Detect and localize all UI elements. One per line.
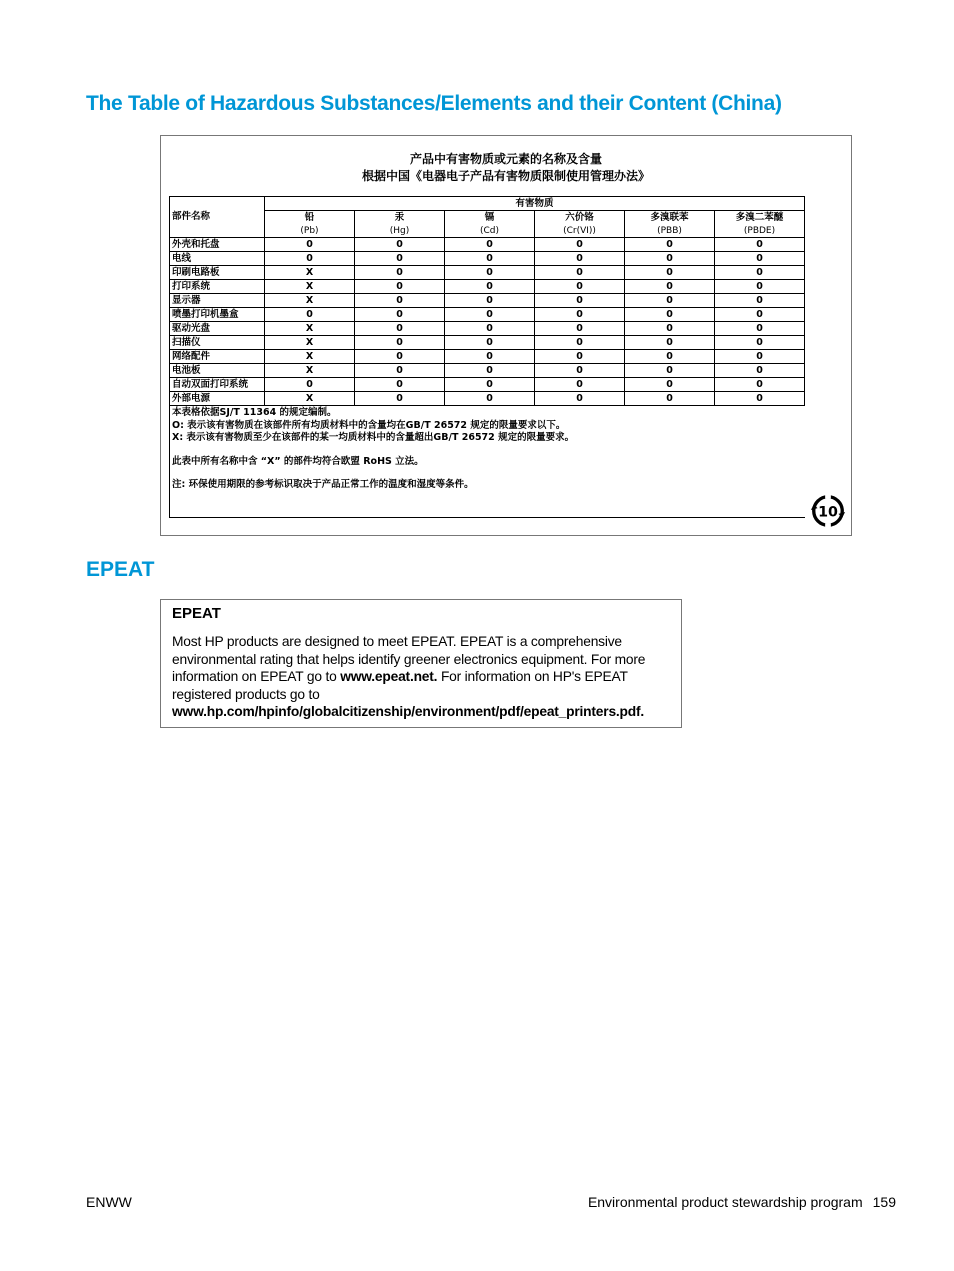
substance-value-cell: 0 — [355, 294, 445, 308]
table-notes — [170, 406, 805, 518]
logo-number: 10 — [818, 504, 838, 521]
substance-value-cell: 0 — [715, 280, 805, 294]
substance-value-cell: 0 — [445, 378, 535, 392]
note-x-definition: X: 表示该有害物质至少在该部件的某一均质材料中的含量超出GB/T 26572 规定的限量要求。 — [172, 432, 575, 443]
epeat-text-2: For information on HP's EPEAT registered products go to — [172, 669, 628, 702]
substance-value-cell: 0 — [535, 280, 625, 294]
substance-name-row — [170, 211, 805, 225]
substance-value-cell: X — [265, 322, 355, 336]
substance-value-cell: 0 — [355, 322, 445, 336]
substance-value-cell: 0 — [625, 350, 715, 364]
table-row — [170, 280, 805, 294]
substance-value-cell: 0 — [535, 336, 625, 350]
substance-name: 铅 — [265, 211, 355, 225]
substance-symbol: (PBB) — [625, 224, 715, 238]
part-name-cell: 电池板 — [170, 364, 265, 378]
part-name-cell: 外部电源 — [170, 392, 265, 406]
substance-value-cell: 0 — [535, 308, 625, 322]
table-row — [170, 266, 805, 280]
substance-value-cell: 0 — [265, 252, 355, 266]
substance-name: 汞 — [355, 211, 445, 225]
epeat-box-title: EPEAT — [172, 605, 221, 622]
epeat-box-text — [172, 633, 670, 720]
table-row — [170, 308, 805, 322]
part-name-cell: 驱动光盘 — [170, 322, 265, 336]
part-name-cell: 外壳和托盘 — [170, 238, 265, 252]
table-row — [170, 364, 805, 378]
substance-value-cell: 0 — [355, 266, 445, 280]
substance-value-cell: 0 — [445, 252, 535, 266]
substance-value-cell: 0 — [355, 336, 445, 350]
part-name-cell: 电线 — [170, 252, 265, 266]
substance-value-cell: 0 — [715, 266, 805, 280]
substance-value-cell: X — [265, 392, 355, 406]
substance-name: 六价铬 — [535, 211, 625, 225]
substance-value-cell: 0 — [625, 308, 715, 322]
substance-value-cell: 0 — [715, 308, 805, 322]
substance-value-cell: 0 — [445, 392, 535, 406]
substance-symbol: (Cr(VI)) — [535, 224, 625, 238]
table-row — [170, 336, 805, 350]
substance-value-cell: 0 — [265, 238, 355, 252]
substance-value-cell: 0 — [715, 322, 805, 336]
note-o-definition: O: 表示该有害物质在该部件所有均质材料中的含量均在GB/T 26572 规定的限量要求以下。 — [172, 419, 566, 431]
substance-symbol: (Cd) — [445, 224, 535, 238]
page-number: 159 — [872, 1194, 896, 1210]
substance-value-cell: X — [265, 350, 355, 364]
substance-symbol: (Pb) — [265, 224, 355, 238]
table-row — [170, 252, 805, 266]
part-name-cell: 喷墨打印机墨盒 — [170, 308, 265, 322]
substance-value-cell: 0 — [625, 336, 715, 350]
table-row — [170, 350, 805, 364]
substance-name: 多溴二苯醚 — [715, 211, 805, 225]
substance-value-cell: 0 — [355, 238, 445, 252]
substance-value-cell: X — [265, 364, 355, 378]
section-title-hazardous: The Table of Hazardous Substances/Elements and their Content (China) — [86, 92, 782, 115]
notes-row — [170, 406, 805, 518]
epeat-info-box — [160, 599, 682, 728]
figure-title-line2: 根据中国《电器电子产品有害物质限制使用管理办法》 — [361, 169, 650, 183]
part-name-header: 部件名称 — [170, 197, 265, 238]
substance-value-cell: 0 — [445, 350, 535, 364]
substance-value-cell: 0 — [625, 266, 715, 280]
substance-value-cell: 0 — [715, 336, 805, 350]
footer-chapter-title: Environmental product stewardship program — [587, 1194, 863, 1210]
substance-value-cell: 0 — [445, 238, 535, 252]
table-header-row — [170, 197, 805, 211]
substance-value-cell: 0 — [445, 280, 535, 294]
substance-value-cell: 0 — [265, 378, 355, 392]
substance-value-cell: 0 — [445, 294, 535, 308]
section-title-epeat: EPEAT — [86, 558, 155, 581]
substance-symbol-row — [170, 224, 805, 238]
substance-value-cell: 0 — [535, 294, 625, 308]
substance-value-cell: 0 — [715, 294, 805, 308]
substance-value-cell: 0 — [445, 364, 535, 378]
figure-title-line1: 产品中有害物质或元素的名称及含量 — [409, 152, 602, 166]
china-rohs-figure — [160, 135, 852, 536]
substance-value-cell: 0 — [535, 378, 625, 392]
substance-value-cell: 0 — [535, 266, 625, 280]
substance-value-cell: 0 — [715, 252, 805, 266]
epeat-text-1: Most HP products are designed to meet EPEAT. EPEAT is a comprehensive environmental rating that helps identify greener electronics equipment. For more information on EPEAT go to — [172, 634, 646, 685]
table-row — [170, 294, 805, 308]
part-name-cell: 印刷电路板 — [170, 266, 265, 280]
substance-value-cell: 0 — [715, 364, 805, 378]
table-row — [170, 378, 805, 392]
substance-value-cell: 0 — [535, 252, 625, 266]
substance-value-cell: X — [265, 336, 355, 350]
substance-value-cell: X — [265, 294, 355, 308]
substance-value-cell: 0 — [265, 308, 355, 322]
substance-value-cell: 0 — [355, 378, 445, 392]
substance-symbol: (PBDE) — [715, 224, 805, 238]
note-standard: 本表格依据SJ/T 11364 的规定编制。 — [172, 407, 337, 418]
table-row — [170, 392, 805, 406]
substance-value-cell: 0 — [625, 322, 715, 336]
substance-name: 多溴联苯 — [625, 211, 715, 225]
environment-protection-period-logo-icon — [809, 492, 847, 530]
substance-value-cell: 0 — [715, 238, 805, 252]
substance-value-cell: 0 — [625, 238, 715, 252]
substance-value-cell: X — [265, 280, 355, 294]
hp-epeat-link[interactable]: www.hp.com/hpinfo/globalcitizenship/environment/pdf/epeat_printers.pdf. — [172, 704, 645, 720]
substance-value-cell: 0 — [625, 364, 715, 378]
footer-left-label: ENWW — [86, 1194, 132, 1210]
note-rohs: 此表中所有名称中含 “X” 的部件均符合欧盟 RoHS 立法。 — [172, 455, 424, 467]
substance-value-cell: 0 — [625, 392, 715, 406]
substance-value-cell: 0 — [355, 308, 445, 322]
substance-value-cell: X — [265, 266, 355, 280]
part-name-cell: 显示器 — [170, 294, 265, 308]
substance-value-cell: 0 — [535, 322, 625, 336]
table-row — [170, 238, 805, 252]
substance-value-cell: 0 — [355, 350, 445, 364]
substance-value-cell: 0 — [355, 364, 445, 378]
note-environment-period: 注: 环保使用期限的参考标识取决于产品正常工作的温度和湿度等条件。 — [172, 479, 474, 490]
substance-value-cell: 0 — [535, 238, 625, 252]
hazardous-group-header: 有害物质 — [265, 197, 805, 211]
footer-right — [588, 1194, 896, 1210]
substance-value-cell: 0 — [715, 392, 805, 406]
substance-value-cell: 0 — [625, 252, 715, 266]
hazardous-substances-table — [169, 196, 805, 518]
substance-value-cell: 0 — [625, 378, 715, 392]
substance-value-cell: 0 — [535, 364, 625, 378]
substance-value-cell: 0 — [715, 378, 805, 392]
substance-value-cell: 0 — [625, 294, 715, 308]
part-name-cell: 自动双面打印系统 — [170, 378, 265, 392]
table-row — [170, 322, 805, 336]
substance-value-cell: 0 — [625, 280, 715, 294]
substance-value-cell: 0 — [355, 252, 445, 266]
substance-value-cell: 0 — [445, 336, 535, 350]
substance-symbol: (Hg) — [355, 224, 445, 238]
substance-value-cell: 0 — [535, 350, 625, 364]
part-name-cell: 扫描仪 — [170, 336, 265, 350]
substance-value-cell: 0 — [355, 280, 445, 294]
substance-value-cell: 0 — [355, 392, 445, 406]
part-name-cell: 打印系统 — [170, 280, 265, 294]
part-name-cell: 网络配件 — [170, 350, 265, 364]
substance-value-cell: 0 — [445, 308, 535, 322]
substance-value-cell: 0 — [535, 392, 625, 406]
substance-value-cell: 0 — [445, 322, 535, 336]
epeat-link[interactable]: www.epeat.net. — [340, 669, 438, 685]
substance-name: 镉 — [445, 211, 535, 225]
substance-value-cell: 0 — [715, 350, 805, 364]
substance-value-cell: 0 — [445, 266, 535, 280]
